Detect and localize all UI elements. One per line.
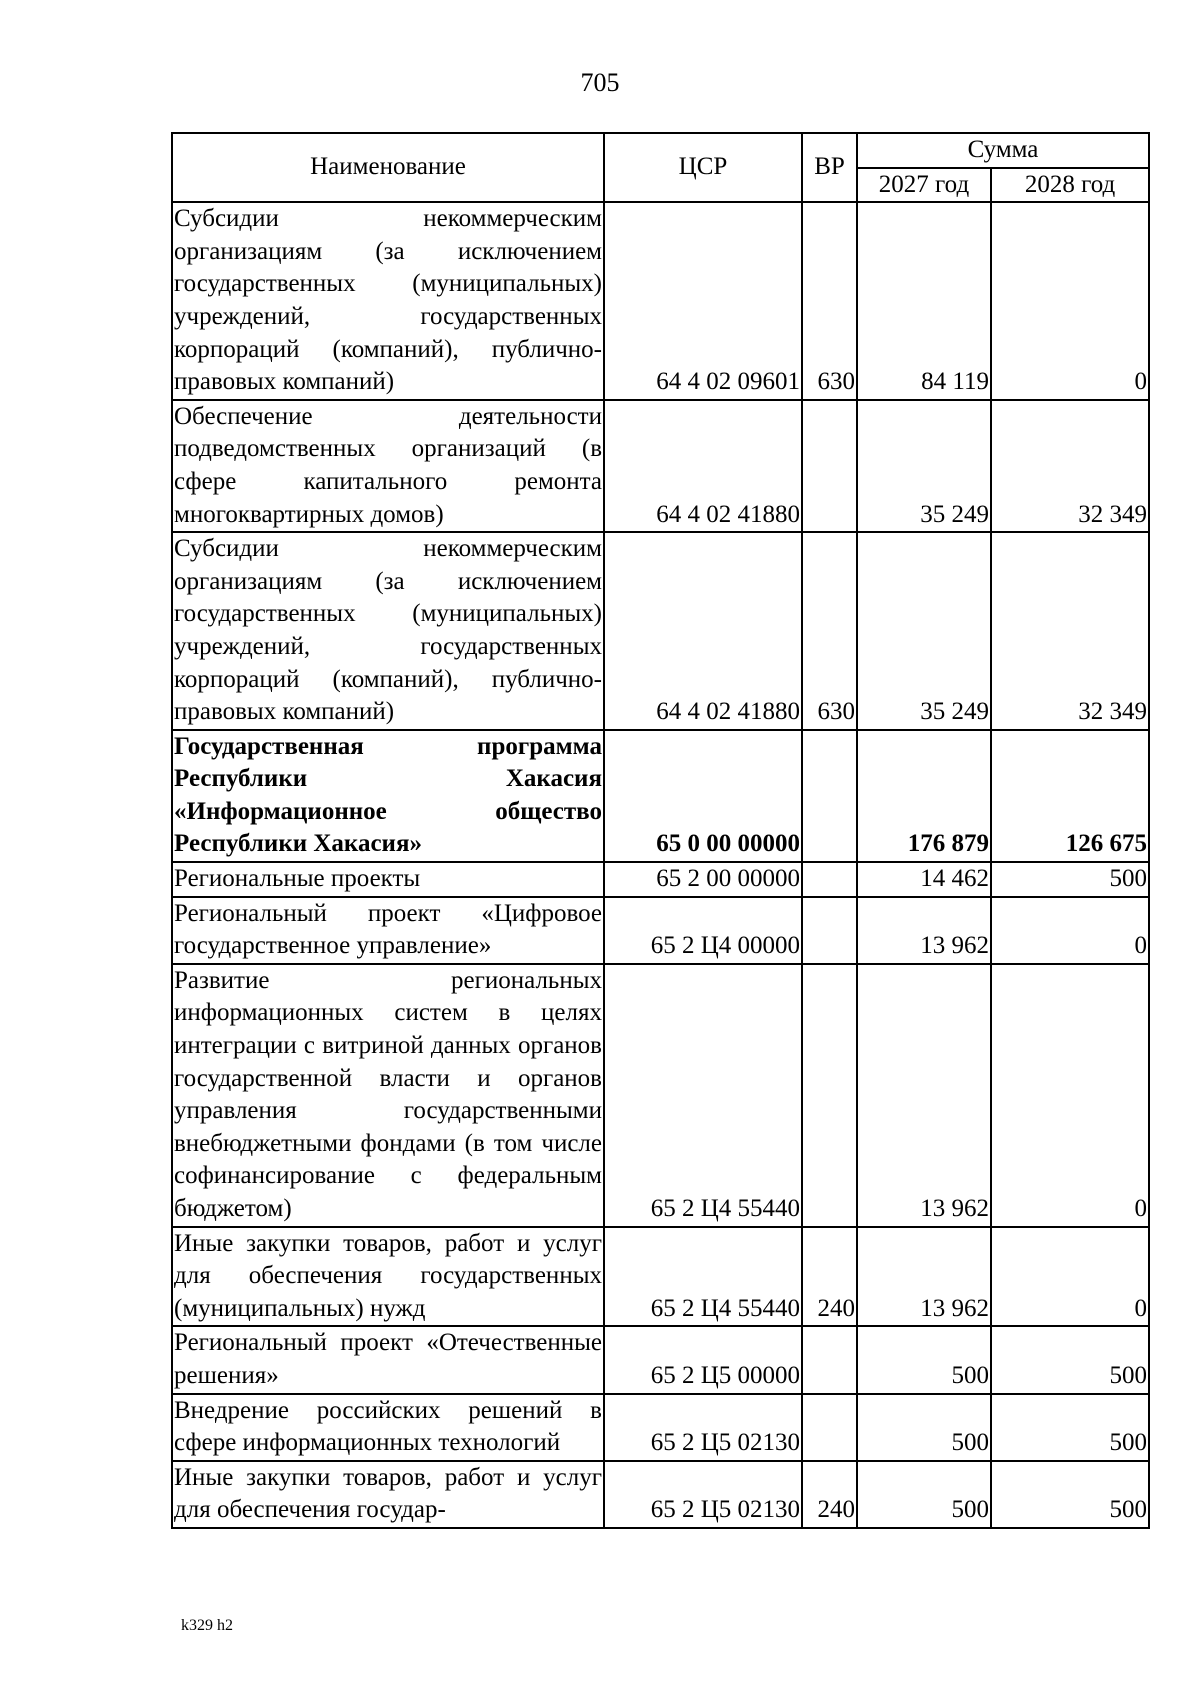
cell-csr: 65 2 Ц4 55440	[604, 1227, 802, 1327]
table-body	[172, 202, 1149, 1528]
cell-2027: 84 119	[857, 202, 991, 400]
cell-vr	[802, 730, 857, 862]
cell-2028: 500	[991, 1326, 1149, 1393]
cell-csr: 65 2 Ц5 02130	[604, 1394, 802, 1461]
table-row	[172, 1326, 1149, 1393]
cell-csr: 65 2 Ц4 00000	[604, 897, 802, 964]
cell-csr: 65 0 00 00000	[604, 730, 802, 862]
cell-name: Иные закупки товаров, работ и услуг для обеспечения государ-	[172, 1461, 604, 1528]
cell-2028: 500	[991, 862, 1149, 897]
cell-name: Обеспечение деятельности подведомственных организаций (в сфере капитального ремонта многоквартирных домов)	[172, 400, 604, 532]
cell-2028: 126 675	[991, 730, 1149, 862]
cell-vr	[802, 1326, 857, 1393]
table-row	[172, 1394, 1149, 1461]
table-row	[172, 1461, 1149, 1528]
cell-vr	[802, 964, 857, 1227]
cell-2027: 500	[857, 1461, 991, 1528]
cell-2027: 13 962	[857, 897, 991, 964]
cell-2028: 0	[991, 202, 1149, 400]
page-number: 705	[580, 68, 620, 97]
cell-csr: 64 4 02 41880	[604, 400, 802, 532]
cell-name: Внедрение российских решений в сфере информационных технологий	[172, 1394, 604, 1461]
cell-2028: 500	[991, 1394, 1149, 1461]
cell-vr	[802, 862, 857, 897]
cell-csr: 65 2 00 00000	[604, 862, 802, 897]
header-year-2027: 2027 год	[857, 168, 991, 203]
cell-2027: 14 462	[857, 862, 991, 897]
cell-2028: 32 349	[991, 400, 1149, 532]
cell-2027: 500	[857, 1394, 991, 1461]
table-row	[172, 730, 1149, 862]
header-year-2028: 2028 год	[991, 168, 1149, 203]
table-row	[172, 862, 1149, 897]
cell-name: Региональный проект «Отечественные решения»	[172, 1326, 604, 1393]
header-sum: Сумма	[857, 133, 1149, 168]
table-row	[172, 400, 1149, 532]
budget-table	[171, 132, 1150, 1529]
cell-csr: 65 2 Ц5 02130	[604, 1461, 802, 1528]
cell-2028: 0	[991, 897, 1149, 964]
cell-vr: 630	[802, 532, 857, 730]
cell-csr: 65 2 Ц4 55440	[604, 964, 802, 1227]
cell-csr: 64 4 02 41880	[604, 532, 802, 730]
cell-vr	[802, 1394, 857, 1461]
cell-csr: 65 2 Ц5 00000	[604, 1326, 802, 1393]
cell-vr	[802, 897, 857, 964]
cell-name: Государственная программа Республики Хакасия «Информационное общество Республики Хакасия»	[172, 730, 604, 862]
cell-2027: 176 879	[857, 730, 991, 862]
cell-vr	[802, 400, 857, 532]
table-row	[172, 1227, 1149, 1327]
table-row	[172, 897, 1149, 964]
cell-vr: 630	[802, 202, 857, 400]
header-csr: ЦСР	[604, 133, 802, 202]
cell-2027: 35 249	[857, 532, 991, 730]
header-name: Наименование	[172, 133, 604, 202]
table-row	[172, 532, 1149, 730]
cell-2027: 13 962	[857, 1227, 991, 1327]
cell-name: Региональный проект «Цифровое государственное управление»	[172, 897, 604, 964]
header-vr: ВР	[802, 133, 857, 202]
table-row	[172, 202, 1149, 400]
cell-2028: 500	[991, 1461, 1149, 1528]
document-code: k329 h2	[181, 1617, 233, 1634]
cell-2027: 500	[857, 1326, 991, 1393]
cell-2028: 0	[991, 1227, 1149, 1327]
cell-csr: 64 4 02 09601	[604, 202, 802, 400]
cell-vr: 240	[802, 1227, 857, 1327]
cell-name: Региональные проекты	[172, 862, 604, 897]
table-header	[172, 133, 1149, 202]
cell-name: Развитие региональных информационных систем в целях интеграции с витриной данных органов государственной власти и органов управления государственными внебюджетными фондами (в том числе софинансирование с федеральным бюджетом)	[172, 964, 604, 1227]
cell-2027: 35 249	[857, 400, 991, 532]
cell-2027: 13 962	[857, 964, 991, 1227]
cell-name: Субсидии некоммерческим организациям (за исключением государственных (муниципальных) учреждений, государственных корпораций (компаний), публично-правовых компаний)	[172, 532, 604, 730]
cell-vr: 240	[802, 1461, 857, 1528]
cell-2028: 0	[991, 964, 1149, 1227]
cell-2028: 32 349	[991, 532, 1149, 730]
cell-name: Субсидии некоммерческим организациям (за исключением государственных (муниципальных) учреждений, государственных корпораций (компаний), публично-правовых компаний)	[172, 202, 604, 400]
table-row	[172, 964, 1149, 1227]
cell-name: Иные закупки товаров, работ и услуг для обеспечения государственных (муниципальных) нужд	[172, 1227, 604, 1327]
